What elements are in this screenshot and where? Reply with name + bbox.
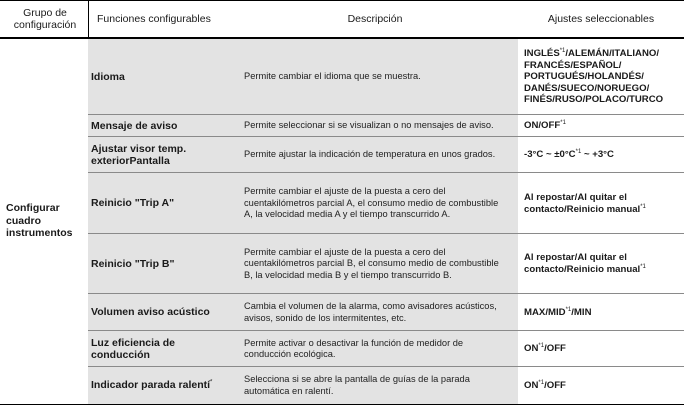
table-row [88,234,684,294]
description-text: Permite activar o desactivar la función de medidor de conducción ecológica. [244,337,464,359]
table-row [88,39,684,115]
header-group: Grupo de configuración [13,6,77,31]
description-text: Permite seleccionar si se visualizan o no mensajes de aviso. [244,120,494,131]
table-row [88,367,684,404]
table-row [88,294,684,331]
settings-values: MAX/MID$^{*1}$/MIN [524,306,592,318]
header-functions: Funciones configurables [97,12,211,25]
table-row [88,137,684,173]
description-text: Permite ajustar la indicación de temperatura en unos grados. [244,149,496,160]
function-label: Luz eficiencia de conducción [91,336,176,361]
description-text: Permite cambiar el ajuste de la puesta a cero del cuentakilómetros parcial A, el consumo medio de combustible A, la velocidad media A y el tiempo transcurrido A. [244,186,499,220]
table-row [88,331,684,367]
description-text: Permite cambiar el ajuste de la puesta a cero del cuentakilómetros parcial B, el consumo medio de combustible B, la velocidad media B y el tiempo transcurrido B. [244,246,499,280]
header-settings: Ajustes seleccionables [547,12,655,25]
settings-values: Al repostar/Al quitar el contacto/Reinicio manual$^{*1}$ [524,252,646,275]
function-label: Reinicio "Trip A" [91,197,175,210]
function-label: Idioma [91,70,125,83]
table-header [0,0,684,37]
settings-values: INGLÉS$^{*1}$/ALEMÁN/ITALIANO/ FRANCÉS/ESPAÑOL/ PORTUGUÉS/HOLANDÉS/ DANÉS/SUECO/NORUEGO/ FINÉS/RUSO/POLACO/TURCO [524,47,664,106]
settings-values: ON$^{*1}$/OFF [524,343,566,355]
settings-values: -3°C ~ $\pm 0^\circ C^{*1}$ ~ +3°C [524,149,614,161]
table-row [88,173,684,234]
function-label: Ajustar visor temp. exteriorPantalla [91,142,187,167]
group-cell [0,37,88,405]
settings-values: Al repostar/Al quitar el contacto/Reinicio manual$^{*1}$ [524,191,646,215]
settings-values: ON$^{*1}$/OFF [524,379,566,391]
description-text: Cambia el volumen de la alarma, como avisadores acústicos, avisos, sonido de los intermitentes, etc. [244,301,497,323]
settings-values: ON/OFF$^{*1}$ [524,120,566,132]
function-label: Mensaje de aviso [91,119,178,132]
header-description: Descripción [347,12,403,25]
description-text: Permite cambiar el idioma que se muestra. [244,71,421,82]
description-text: Selecciona si se abre la pantalla de guías de la parada automática en ralentí. [244,374,470,396]
table-row [88,115,684,137]
function-label: Volumen aviso acústico [91,306,210,319]
group-label: Configurar cuadro instrumentos [6,202,73,240]
function-label: Reinicio "Trip B" [91,257,175,270]
table-top-rule [0,0,684,1]
function-label: Indicador parada ralentí* [91,379,213,392]
